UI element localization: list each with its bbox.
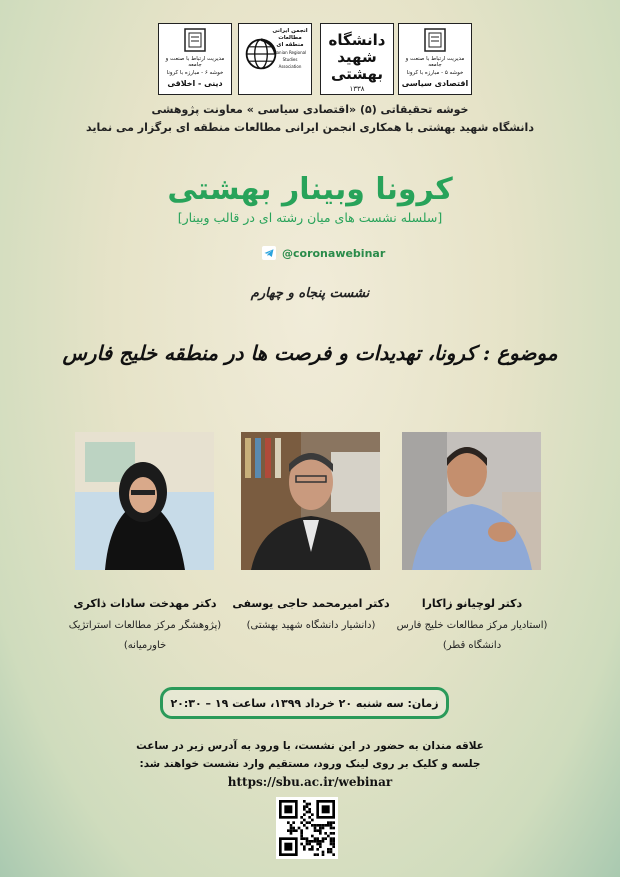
speaker-role-line: (دانشیار دانشگاه شهید بهشتی) [246, 620, 376, 631]
logo-line: خوشه ۵ - مبارزه با کرونا [406, 70, 464, 76]
speaker-role-line: (استادیار مرکز مطالعات خلیج فارس [396, 620, 548, 631]
info-line-1: علاقه مندان به حضور در این نشست، با ورود به آدرس زیر در ساعت [136, 740, 484, 752]
assoc-line: انجمن ایرانی [272, 28, 308, 34]
speaker-name-hajiyousefi: دکتر امیرمحمد حاجی یوسفی [232, 597, 390, 610]
event-time: زمان: سه شنبه ۲۰ خرداد ۱۳۹۹، ساعت ۱۹ – ۲۰:۳۰ [170, 696, 439, 710]
assoc-line: مطالعات [278, 35, 302, 41]
logo-title: اقتصادی سیاسی [401, 79, 469, 88]
qr-code[interactable] [276, 797, 338, 859]
assoc-line: منطقه ای [276, 42, 304, 48]
university-emblem-icon [413, 28, 457, 54]
info-line-2: جلسه و کلیک بر روی لینک ورود، مستقیم وارد نشست خواهند شد: [139, 758, 481, 770]
logo-line: مدیریت ارتباط با صنعت و جامعه [405, 56, 465, 68]
topic-heading: موضوع : کرونا، تهدیدات و فرصت ها در منطقه خلیج فارس [62, 341, 558, 365]
event-time-box [160, 687, 449, 719]
university-calligraphy: دانشگاه شهید بهشتی [328, 31, 386, 83]
logo-economic-political-cluster [398, 23, 472, 95]
webinar-url-link[interactable]: https://sbu.ac.ir/webinar [227, 775, 393, 789]
logo-line: مدیریت ارتباط با صنعت و جامعه [165, 56, 225, 68]
speaker-name-zaccara: دکتر لوچیانو زاکارا [421, 597, 523, 610]
speaker-photo-hajiyousefi [241, 432, 380, 570]
speaker-name-zakeri: دکتر مهدخت سادات ذاکری [73, 597, 217, 610]
qr-code-icon [276, 797, 338, 859]
telegram-icon [262, 246, 276, 260]
association-text [272, 28, 308, 70]
speaker-role-line: (پژوهشگر مرکز مطالعات استراتژیک [68, 620, 222, 631]
logo-title: دینی - اخلاقی [167, 79, 223, 88]
telegram-handle[interactable]: @coronawebinar [282, 246, 386, 260]
speaker-photo-zaccara [402, 432, 541, 570]
session-label: نشست پنجاه و چهارم [250, 286, 370, 301]
speaker-role-line: دانشگاه قطر) [442, 640, 502, 651]
logo-university-seal [320, 23, 394, 95]
telegram-handle-row[interactable] [262, 246, 385, 260]
webinar-title: کرونا وبینار بهشتی [167, 172, 453, 207]
header-line-1: خوشه تحقیقاتی (۵) «اقتصادی سیاسی » معاونت پژوهشی [151, 103, 469, 116]
assoc-line: Iranian Regional [273, 50, 307, 55]
logo-line: خوشه ۶ - مبارزه با کرونا [166, 70, 224, 76]
header-line-2: دانشگاه شهید بهشتی با همکاری انجمن ایرانی مطالعات منطقه ای برگزار می نماید [86, 121, 534, 134]
assoc-line: Studies Association [278, 57, 302, 69]
university-emblem-icon [173, 28, 217, 54]
webinar-subtitle: [سلسله نشست های میان رشته ای در قالب وبینار] [177, 210, 443, 225]
speaker-photo-zakeri [75, 432, 214, 570]
university-year: ۱۳۳۸ [349, 85, 365, 93]
logo-regional-studies-association [238, 23, 312, 95]
speaker-role-line: خاورمیانه) [123, 640, 167, 651]
speaker-role-zaccara [372, 616, 572, 656]
logo-religious-ethical-cluster [158, 23, 232, 95]
